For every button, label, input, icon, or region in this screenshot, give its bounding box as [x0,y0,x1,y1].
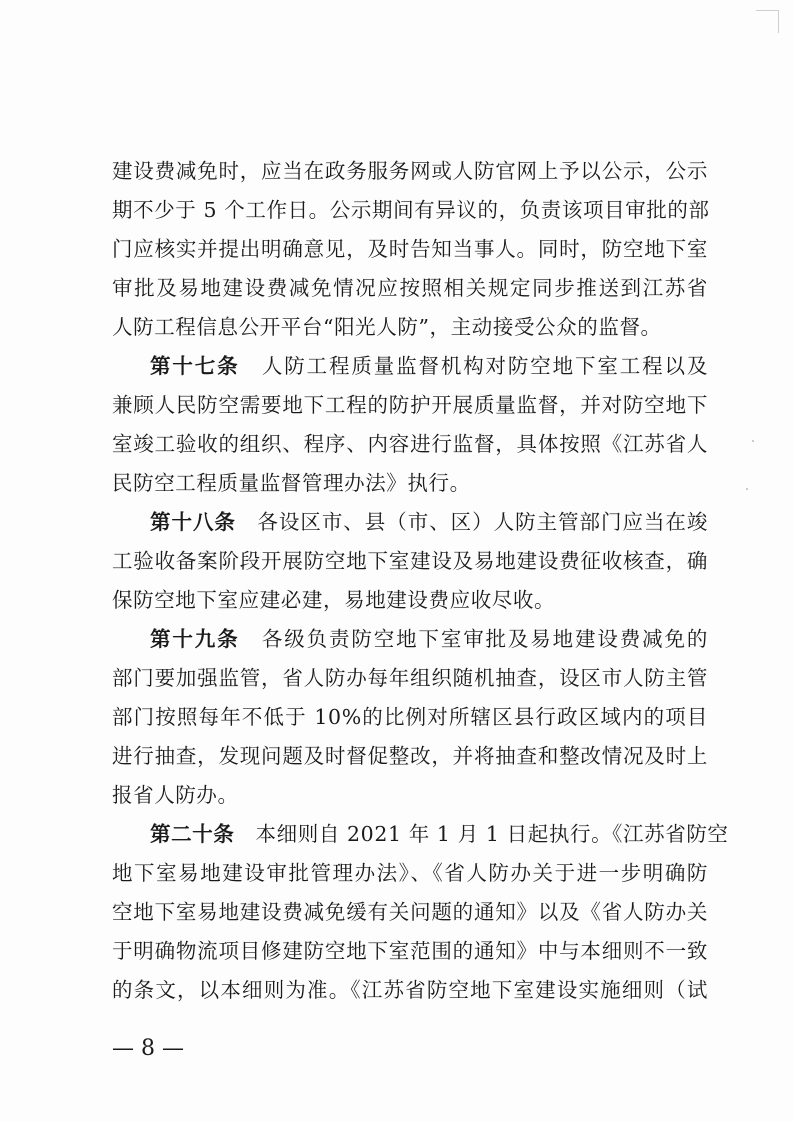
article-20-first-line [150,818,729,850]
text-line: 于明确物流项目修建防空地下室范围的通知》中与本细则不一致 [112,939,708,963]
text-line: 地下室易地建设审批管理办法》、《省人防办关于进一步明确防 [112,861,708,885]
text-line: 期不少于 5 个工作日。公示期间有异议的，负责该项目审批的部 [112,198,710,222]
text-line: 保防空地下室应建必建，易地建设费应收尽收。 [112,588,556,612]
text-line: 建设费减免时，应当在政务服务网或人防官网上予以公示，公示 [112,159,708,183]
article-17-first-line [150,350,708,382]
text-line: 人防工程信息公开平台“阳光人防”，主动接受公众的监督。 [112,315,662,339]
scan-speck [746,488,748,490]
article-heading: 第十七条 [150,354,240,378]
text-line: 工验收备案阶段开展防空地下室建设及易地建设费征收核查，确 [112,549,708,573]
page-number: — 8 — [112,1036,184,1061]
text-line: 报省人防办。 [112,783,239,807]
text-line: 的条文，以本细则为准。《江苏省防空地下室建设实施细则（试 [112,978,708,1002]
scan-speck [752,440,754,442]
article-text: 人防工程质量监督机构对防空地下室工程以及 [261,354,708,378]
scan-corner-mark [756,10,779,33]
text-line: 室竣工验收的组织、程序、内容进行监督，具体按照《江苏省人 [112,432,708,456]
article-heading: 第十九条 [150,627,240,651]
text-line: 门应核实并提出明确意见，及时告知当事人。同时，防空地下室 [112,237,708,261]
article-heading: 第二十条 [150,822,235,846]
text-line: 民防空工程质量监督管理办法》执行。 [112,471,471,495]
article-heading: 第十八条 [150,510,236,534]
article-19-first-line [150,623,708,655]
article-18-first-line [150,506,708,538]
text-line: 部门按照每年不低于 10%的比例对所辖区县行政区域内的项目 [112,705,708,729]
text-line: 审批及易地建设费减免情况应按照相关规定同步推送到江苏省 [112,276,708,300]
text-line: 兼顾人民防空需要地下工程的防护开展质量监督，并对防空地下 [112,393,708,417]
text-line: 部门要加强监管，省人防办每年组织随机抽查，设区市人防主管 [112,666,708,690]
article-text: 各级负责防空地下室审批及易地建设费减免的 [261,627,708,651]
article-text: 本细则自 2021 年 1 月 1 日起执行。《江苏省防空 [255,822,729,846]
article-text: 各设区市、县（市、区）人防主管部门应当在竣 [257,510,708,534]
text-line: 空地下室易地建设费减免缓有关问题的通知》以及《省人防办关 [112,900,708,924]
text-line: 进行抽查，发现问题及时督促整改，并将抽查和整改情况及时上 [112,744,708,768]
